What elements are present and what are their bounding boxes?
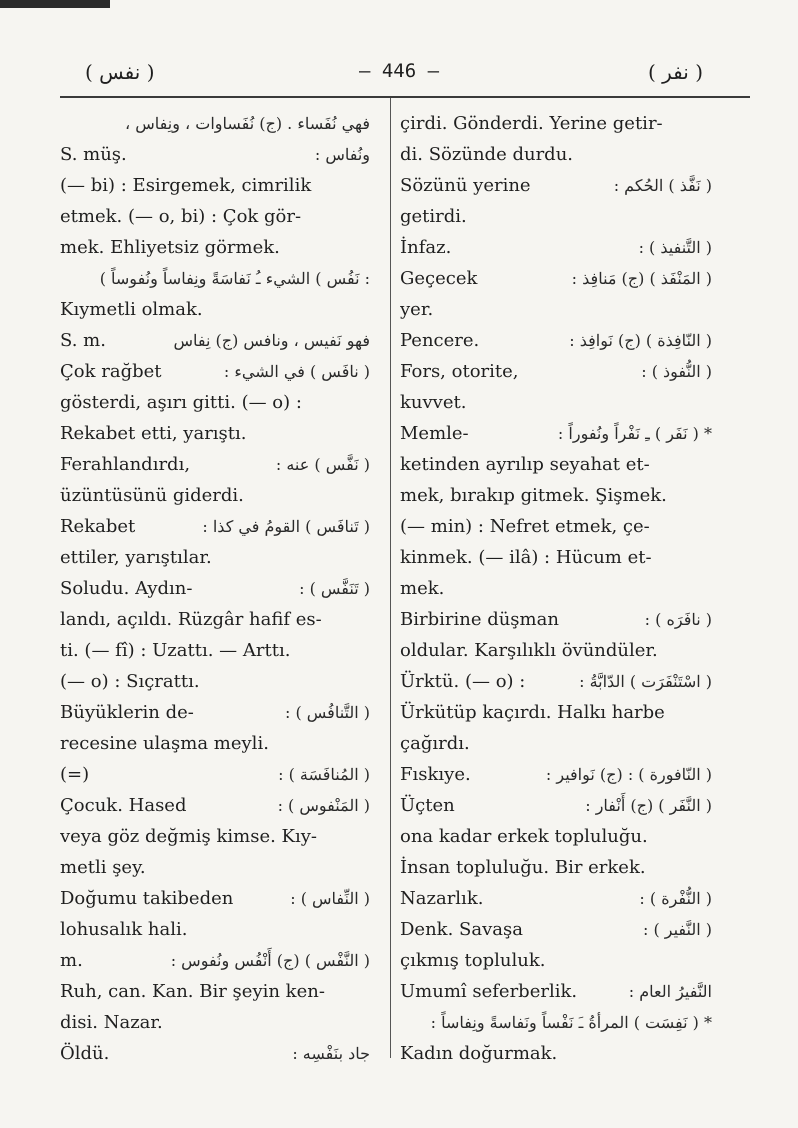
- arabic-text: ( المَنْفَذ ) (ج) مَنافِذ :: [571, 269, 712, 288]
- dictionary-line: [60, 1007, 370, 1038]
- dictionary-line: [400, 418, 712, 449]
- turkish-text: Çocuk. Hased: [60, 795, 187, 816]
- arabic-text: ( النُّفوذ ) :: [641, 362, 712, 381]
- dictionary-line: [60, 666, 370, 697]
- arabic-text: جاد بنَفْسِه :: [292, 1044, 370, 1063]
- turkish-text: metli şey.: [60, 857, 146, 878]
- dictionary-line: [400, 480, 712, 511]
- arabic-text: فهو نَفيس ، ونافس (ج) نِفاس: [173, 331, 370, 350]
- dictionary-line: [60, 1038, 370, 1069]
- dictionary-line: [400, 201, 712, 232]
- turkish-text: Ürkütüp kaçırdı. Halkı harbe: [400, 702, 665, 723]
- turkish-text: disi. Nazar.: [60, 1012, 163, 1033]
- dictionary-line: [400, 852, 712, 883]
- arabic-text: ( اسْتَنْفَرَت ) الدّابَّةُ :: [579, 672, 712, 691]
- arabic-text: ونُفاس :: [314, 145, 370, 164]
- dictionary-line: [400, 976, 712, 1007]
- arabic-text: ( نَفَّس ) عنه :: [275, 455, 370, 474]
- dictionary-line: [400, 139, 712, 170]
- turkish-text: ketinden ayrılıp seyahat et-: [400, 454, 650, 475]
- dictionary-line: [60, 542, 370, 573]
- turkish-text: ettiler, yarıştılar.: [60, 547, 212, 568]
- dictionary-line: [60, 914, 370, 945]
- dictionary-line: [400, 108, 712, 139]
- arabic-text: ( نافَس ) في الشيء :: [223, 362, 370, 381]
- dictionary-line: [60, 356, 370, 387]
- dictionary-line: [400, 728, 712, 759]
- arabic-text: النَّفيرُ العام :: [628, 982, 712, 1001]
- turkish-text: etmek. (— o, bi) : Çok gör-: [60, 206, 302, 227]
- turkish-text: Pencere.: [400, 330, 480, 351]
- dictionary-line: [400, 759, 712, 790]
- dictionary-line: [60, 883, 370, 914]
- turkish-text: Rekabet etti, yarıştı.: [60, 423, 247, 444]
- turkish-text: Denk. Savaşa: [400, 919, 523, 940]
- turkish-text: Fors, otorite,: [400, 361, 519, 382]
- arabic-text: * ( نَفَر ) ـِ نَفْراً ونُفوراً :: [557, 424, 712, 443]
- dictionary-line: [60, 604, 370, 635]
- right-column: [400, 108, 712, 1069]
- turkish-text: mek. Ehliyetsiz görmek.: [60, 237, 280, 258]
- turkish-text: Soludu. Aydın-: [60, 578, 193, 599]
- turkish-text: kuvvet.: [400, 392, 467, 413]
- dictionary-line: [60, 635, 370, 666]
- turkish-text: Ferahlandırdı,: [60, 454, 191, 475]
- turkish-text: di. Sözünde durdu.: [400, 144, 574, 165]
- arabic-text: : نَفُس ) الشيء ـُ نَفاسَةً ونِفاساً ونُفوساً ): [99, 269, 370, 288]
- arabic-text: ( النُّفْرة ) :: [639, 889, 712, 908]
- arabic-text: ( نَفَّذ ) الحُكم :: [613, 176, 712, 195]
- arabic-text: ( النّافورة ) : (ج) نَوافير :: [545, 765, 712, 784]
- dictionary-line: [400, 542, 712, 573]
- arabic-text: ( تَنَفَّس ) :: [299, 579, 370, 598]
- arabic-text: ( النَّفير ) :: [642, 920, 712, 939]
- turkish-text: mek.: [400, 578, 445, 599]
- dictionary-line: [60, 294, 370, 325]
- turkish-text: Memle-: [400, 423, 469, 444]
- arabic-text: ( المُنافَسَة ) :: [278, 765, 370, 784]
- turkish-text: ti. (— fî) : Uzattı. — Arttı.: [60, 640, 291, 661]
- dictionary-line: [60, 852, 370, 883]
- dictionary-line: [60, 728, 370, 759]
- turkish-text: Fıskıye.: [400, 764, 471, 785]
- dictionary-line: [400, 697, 712, 728]
- dictionary-line: [400, 449, 712, 480]
- dictionary-line: [400, 1038, 712, 1069]
- turkish-text: İnsan topluluğu. Bir erkek.: [400, 857, 646, 878]
- turkish-text: çağırdı.: [400, 733, 470, 754]
- turkish-text: ona kadar erkek topluluğu.: [400, 826, 648, 847]
- turkish-text: veya göz değmiş kimse. Kıy-: [60, 826, 318, 847]
- turkish-text: çirdi. Gönderdi. Yerine getir-: [400, 113, 663, 134]
- arabic-text: ( المَنْفوس ) :: [277, 796, 370, 815]
- turkish-text: Geçecek: [400, 268, 478, 289]
- page-header: [0, 60, 798, 90]
- page-corner-mark: [0, 0, 110, 8]
- column-divider: [390, 98, 391, 1058]
- turkish-text: Ruh, can. Kan. Bir şeyin ken-: [60, 981, 325, 1002]
- dictionary-line: [400, 1007, 712, 1038]
- turkish-text: Büyüklerin de-: [60, 702, 194, 723]
- dictionary-line: [400, 604, 712, 635]
- turkish-text: kinmek. (— ilâ) : Hücum et-: [400, 547, 652, 568]
- arabic-text: * ( نَفِسَت ) المرأةُ ـَ نَفْساً ونَفاسةً ونِفاساً :: [430, 1013, 712, 1032]
- arabic-text: ( النَّفْس ) (ج) أَنْفُس ونُفوس :: [170, 951, 370, 970]
- turkish-text: S. m.: [60, 330, 106, 351]
- dictionary-line: [60, 139, 370, 170]
- dictionary-line: [400, 356, 712, 387]
- turkish-text: recesine ulaşma meyli.: [60, 733, 269, 754]
- dictionary-line: [60, 573, 370, 604]
- dictionary-line: [60, 821, 370, 852]
- dictionary-line: [400, 914, 712, 945]
- turkish-text: (=): [60, 764, 90, 785]
- arabic-text: ( تَنافَس ) القومُ في كذا :: [202, 517, 370, 536]
- turkish-text: Nazarlık.: [400, 888, 484, 909]
- turkish-text: Sözünü yerine: [400, 175, 531, 196]
- turkish-text: m.: [60, 950, 83, 971]
- dictionary-line: [60, 263, 370, 294]
- turkish-text: getirdi.: [400, 206, 467, 227]
- turkish-text: Rekabet: [60, 516, 136, 537]
- turkish-text: (— min) : Nefret etmek, çe-: [400, 516, 650, 537]
- turkish-text: gösterdi, aşırı gitti. (— o) :: [60, 392, 302, 413]
- turkish-text: Birbirine düşman: [400, 609, 559, 630]
- turkish-text: üzüntüsünü giderdi.: [60, 485, 244, 506]
- dictionary-line: [60, 418, 370, 449]
- header-right-root: ( نفر ): [647, 60, 703, 84]
- arabic-text: ( النِّفاس ) :: [290, 889, 370, 908]
- dictionary-line: [60, 170, 370, 201]
- turkish-text: S. müş.: [60, 144, 127, 165]
- turkish-text: Çok rağbet: [60, 361, 162, 382]
- turkish-text: Doğumu takibeden: [60, 888, 234, 909]
- arabic-text: ( التَّنفيذ ) :: [638, 238, 712, 257]
- dictionary-line: [400, 294, 712, 325]
- dictionary-line: [400, 945, 712, 976]
- turkish-text: lohusalık hali.: [60, 919, 188, 940]
- page-number: — 446 —: [358, 60, 440, 82]
- turkish-text: yer.: [400, 299, 434, 320]
- dictionary-line: [60, 790, 370, 821]
- dictionary-line: [60, 511, 370, 542]
- turkish-text: Üçten: [400, 795, 455, 816]
- arabic-text: ( النّافِذة ) (ج) نَوافِذ :: [569, 331, 712, 350]
- arabic-text: ( النَّفَر ) (ج) أَنْفار :: [585, 796, 712, 815]
- dictionary-line: [400, 170, 712, 201]
- turkish-text: Ürktü. (— o) :: [400, 671, 526, 692]
- dictionary-line: [60, 108, 370, 139]
- arabic-text: فهي نُفَساء . (ج) نُفَساوات ، ونِفاس ،: [124, 114, 370, 133]
- dictionary-line: [400, 635, 712, 666]
- dictionary-line: [60, 759, 370, 790]
- dictionary-line: [400, 666, 712, 697]
- dictionary-line: [400, 790, 712, 821]
- dictionary-line: [60, 697, 370, 728]
- header-rule: [60, 96, 750, 98]
- dictionary-line: [400, 883, 712, 914]
- turkish-text: landı, açıldı. Rüzgâr hafif es-: [60, 609, 322, 630]
- dictionary-line: [60, 976, 370, 1007]
- turkish-text: oldular. Karşılıklı övündüler.: [400, 640, 658, 661]
- dictionary-line: [400, 263, 712, 294]
- dictionary-line: [400, 573, 712, 604]
- dictionary-line: [400, 511, 712, 542]
- turkish-text: (— o) : Sıçrattı.: [60, 671, 200, 692]
- dictionary-line: [60, 945, 370, 976]
- dictionary-line: [400, 821, 712, 852]
- arabic-text: ( التَّنافُس ) :: [284, 703, 370, 722]
- dictionary-line: [400, 232, 712, 263]
- turkish-text: çıkmış topluluk.: [400, 950, 546, 971]
- turkish-text: mek, bırakıp gitmek. Şişmek.: [400, 485, 667, 506]
- dictionary-line: [60, 201, 370, 232]
- turkish-text: Umumî seferberlik.: [400, 981, 578, 1002]
- dictionary-line: [60, 387, 370, 418]
- dictionary-line: [60, 325, 370, 356]
- arabic-text: ( نافَرَه ) :: [644, 610, 712, 629]
- turkish-text: İnfaz.: [400, 237, 452, 258]
- dictionary-line: [60, 480, 370, 511]
- dictionary-line: [60, 232, 370, 263]
- header-left-root: ( نفس ): [85, 60, 155, 84]
- left-column: [60, 108, 370, 1069]
- turkish-text: Kadın doğurmak.: [400, 1043, 558, 1064]
- turkish-text: (— bi) : Esirgemek, cimrilik: [60, 175, 312, 196]
- dictionary-line: [400, 387, 712, 418]
- turkish-text: Öldü.: [60, 1043, 110, 1064]
- dictionary-line: [60, 449, 370, 480]
- dictionary-line: [400, 325, 712, 356]
- turkish-text: Kıymetli olmak.: [60, 299, 203, 320]
